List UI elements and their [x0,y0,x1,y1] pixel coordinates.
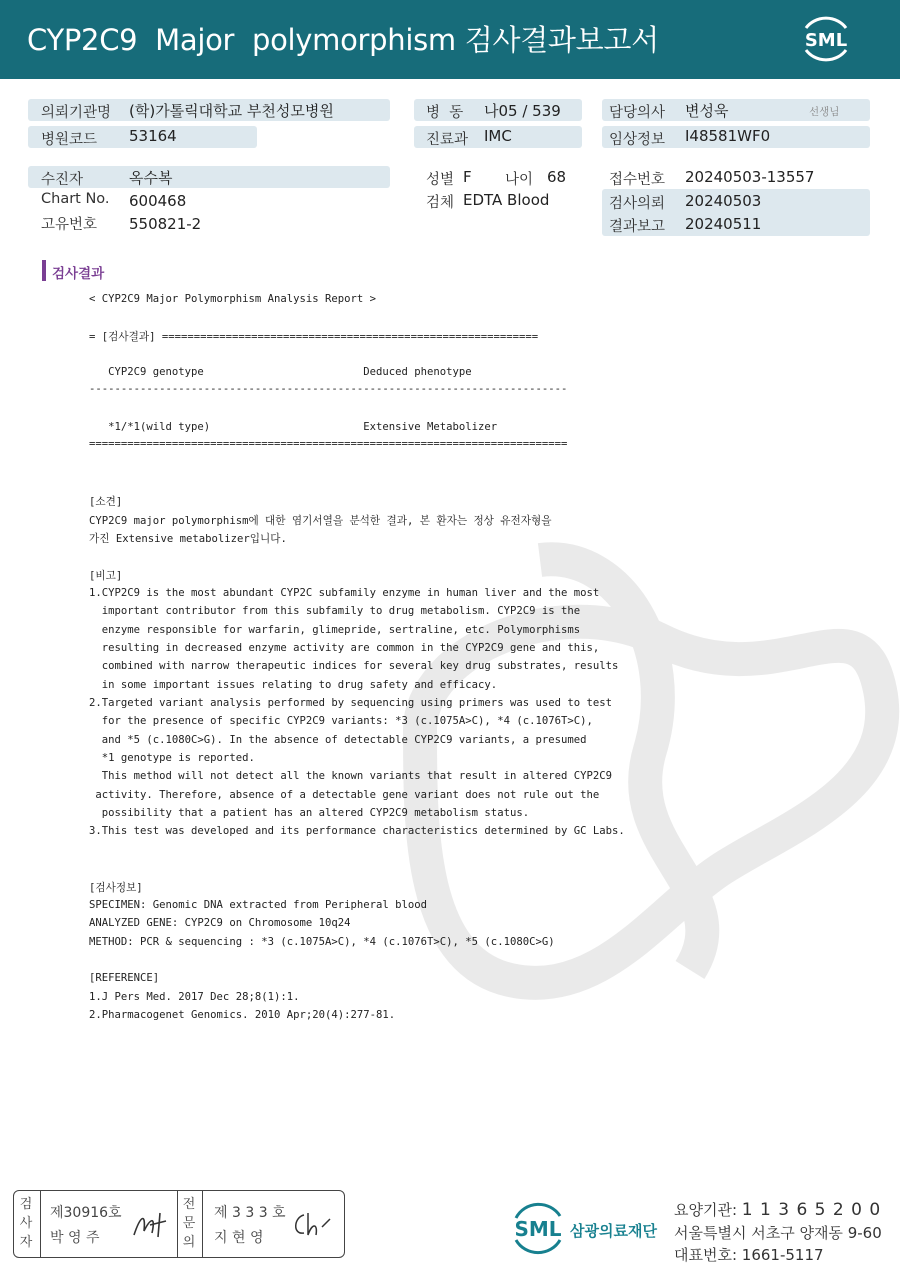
request-date-label: 검사의뢰 [609,196,666,212]
report-line: < CYP2C9 Major Polymorphism Analysis Report > [89,293,377,305]
logo-text: SML [804,30,848,51]
sex-value: F [463,168,472,186]
foundation-name: 삼광의료재단 [570,1222,657,1240]
ward-label: 병 동 [426,105,464,121]
dept-value: IMC [484,127,512,145]
report-date-value: 20240511 [685,215,762,233]
patient-value: 옥수복 [129,169,173,187]
tester-name: 박 영 주 [50,1230,100,1246]
specialist-name: 지 현 영 [214,1230,264,1246]
report-line: for the presence of specific CYP2C9 variants: *3 (c.1075A>C), *4 (c.1076T>C), [89,715,593,727]
report-line: resulting in decreased enzyme activity are common in the CYP2C9 gene and this, [89,642,600,654]
doctor-label: 담당의사 [609,105,666,121]
report-line: 1.CYP2C9 is the most abundant CYP2C subfamily enzyme in human liver and the most [89,587,600,599]
report-line: CYP2C9 major polymorphism에 대한 염기서열을 분석한 결과, 본 환자는 정상 유전자형을 [89,515,552,527]
requester-value: (학)가톨릭대학교 부천성모병원 [129,102,334,120]
specialist-signature [290,1209,336,1241]
clinical-value: I48581WF0 [685,127,771,145]
report-line: 2.Targeted variant analysis performed by sequencing using primers was used to test [89,697,612,709]
report-title: CYP2C9 Major polymorphism 검사결과보고서 [27,23,659,57]
care-code-label: 요양기관: [674,1201,738,1219]
report-header [0,0,900,79]
report-date-label: 결과보고 [609,219,666,235]
age-label: 나이 [505,172,534,188]
report-line: CYP2C9 genotype Deduced phenotype [89,366,472,378]
chart-value: 600468 [129,192,187,210]
report-line: *1 genotype is reported. [89,752,255,764]
report-line: 3.This test was developed and its performance characteristics determined by GC Labs. [89,825,625,837]
chart-label: Chart No. [41,191,110,207]
report-line: [REFERENCE] [89,972,160,984]
address: 서울특별시 서초구 양재동 9-60 [674,1224,882,1242]
report-line: ANALYZED GENE: CYP2C9 on Chromosome 10q24 [89,917,351,929]
id-value: 550821-2 [129,215,202,233]
report-line: important contributor from this subfamily to drug metabolism. CYP2C9 is the [89,605,581,617]
hospital-code-value: 53164 [129,127,177,145]
signature-box [13,1190,345,1258]
report-line: enzyme responsible for warfarin, glimepride, sertraline, etc. Polymorphisms [89,624,581,636]
tester-number: 제30916호 [50,1205,122,1221]
sex-label: 성별 [426,172,455,188]
report-line: --------------------------------------------------------------------------- [89,383,568,395]
report-line: [소견] [89,496,123,508]
care-code-row [674,1199,881,1220]
tester-label: 검사자 [19,1197,33,1250]
section-title: 검사결과 [52,266,105,282]
specialist-label: 전문의 [182,1197,196,1250]
care-code-value: 1 1 3 6 5 2 0 0 [741,1200,882,1220]
hospital-code-label: 병원코드 [41,132,98,148]
report-line: This method will not detect all the known variants that result in altered CYP2C9 [89,770,612,782]
report-line: = [검사결과] =========================================================== [89,331,539,343]
report-line: 가진 Extensive metabolizer입니다. [89,533,287,545]
foundation-logo [508,1200,657,1260]
specimen-value: EDTA Blood [463,191,550,209]
doctor-value: 변성욱 [685,102,729,120]
phone-value: 1661-5117 [741,1246,824,1264]
clinical-label: 임상정보 [609,132,666,148]
report-line: [비고] [89,570,123,582]
report-line: 2.Pharmacogenet Genomics. 2010 Apr;20(4):277-81. [89,1009,396,1021]
phone-label: 대표번호: [674,1246,738,1264]
footer-logo-text: SML [514,1217,562,1241]
ward-value: 나05 / 539 [484,102,561,120]
report-line: =========================================================================== [89,438,568,450]
report-line: SPECIMEN: Genomic DNA extracted from Peripheral blood [89,899,428,911]
divider [202,1191,203,1257]
report-line: METHOD: PCR & sequencing : *3 (c.1075A>C), *4 (c.1076T>C), *5 (c.1080C>G) [89,936,555,948]
sml-logo-icon [798,14,854,64]
divider [177,1191,178,1257]
sml-footer-logo-icon [508,1200,568,1256]
doctor-suffix: 선생님 [809,106,840,118]
phone-row [674,1244,824,1265]
report-line: 1.J Pers Med. 2017 Dec 28;8(1):1. [89,991,300,1003]
section-accent-bar [42,260,46,281]
patient-label: 수진자 [41,172,84,188]
request-date-value: 20240503 [685,192,762,210]
requester-label: 의뢰기관명 [41,105,112,121]
age-value: 68 [547,168,567,186]
receipt-label: 접수번호 [609,172,666,188]
receipt-value: 20240503-13557 [685,168,815,186]
report-line: combined with narrow therapeutic indices for several key drug substrates, results [89,660,619,672]
tester-signature [130,1207,172,1241]
report-line: in some important issues relating to drug safety and efficacy. [89,679,498,691]
specialist-number: 제 3 3 3 호 [214,1205,286,1221]
report-line: [검사정보] [89,882,143,894]
divider [40,1191,41,1257]
dept-label: 진료과 [426,132,469,148]
specimen-label: 검체 [426,195,455,211]
report-line: activity. Therefore, absence of a detectable gene variant does not rule out the [89,789,600,801]
id-label: 고유번호 [41,217,98,233]
report-line: possibility that a patient has an altered CYP2C9 metabolism status. [89,807,530,819]
report-line: *1/*1(wild type) Extensive Metabolizer [89,421,498,433]
report-line: and *5 (c.1080C>G). In the absence of detectable CYP2C9 variants, a presumed [89,734,587,746]
